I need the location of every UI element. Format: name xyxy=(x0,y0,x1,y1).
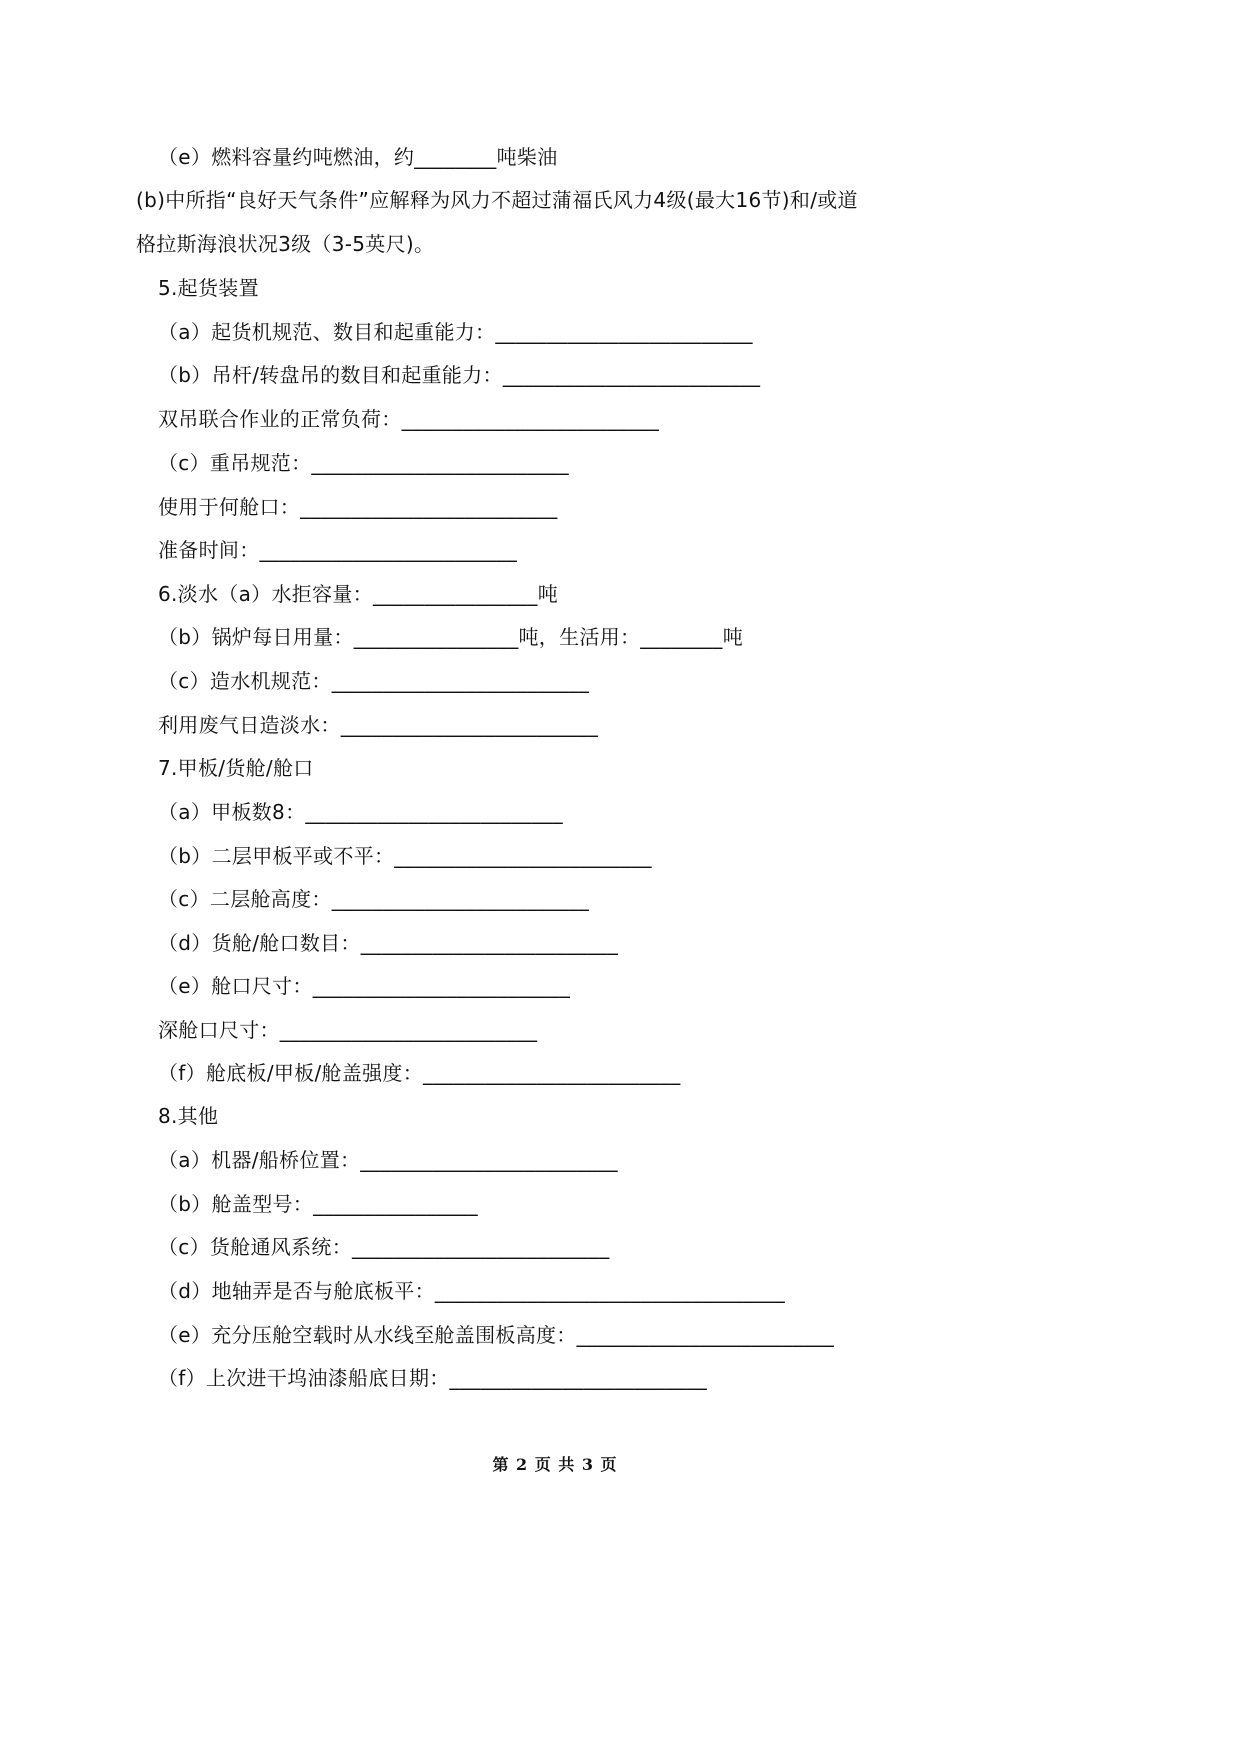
good-weather-definition-continued: 格拉斯海浪状况3级（3-5英尺)。 xyxy=(136,232,435,256)
hold-hatch-count-line: （d）货舱/舱口数目：_________________________ xyxy=(158,931,619,955)
boiler-daily-use-line: （b）锅炉每日用量：________________吨，生活用：________吨 xyxy=(158,625,743,649)
section-7-heading: 7.甲板/货舱/舱口 xyxy=(158,756,314,780)
engine-bridge-position-line: （a）机器/船桥位置：_________________________ xyxy=(158,1148,618,1172)
hatch-size-line: （e）舱口尺寸：_________________________ xyxy=(158,974,571,998)
hatch-cover-type-line: （b）舱盖型号：________________ xyxy=(158,1192,478,1216)
fuel-capacity-line: （e）燃料容量约吨燃油，约________吨柴油 xyxy=(158,145,558,169)
freshwater-tank-line: 6.淡水（a）水拒容量：________________吨 xyxy=(158,582,559,606)
section-8-heading: 8.其他 xyxy=(158,1104,219,1128)
tween-deck-flush-line: （b）二层甲板平或不平：_________________________ xyxy=(158,844,652,868)
section-5-heading: 5.起货装置 xyxy=(158,276,259,300)
floor-deck-cover-strength-line: （f）舱底板/甲板/舱盖强度：_________________________ xyxy=(158,1061,681,1085)
derrick-crane-line: （b）吊杆/转盘吊的数目和起重能力：_________________________ xyxy=(158,363,761,387)
page-number-footer: 第 2 页 共 3 页 xyxy=(492,1455,618,1474)
shaft-tunnel-line: （d）地轴弄是否与舱底板平：__________________________________ xyxy=(158,1279,786,1303)
deep-hatch-size-line: 深舱口尺寸：_________________________ xyxy=(158,1018,538,1042)
hold-ventilation-line: （c）货舱通风系统：_________________________ xyxy=(158,1235,610,1259)
cargo-winch-line: （a）起货机规范、数目和起重能力：_________________________ xyxy=(158,320,753,344)
union-purchase-load-line: 双吊联合作业的正常负荷：_________________________ xyxy=(158,407,660,431)
hatch-usage-line: 使用于何舱口：_________________________ xyxy=(158,495,558,519)
waterline-coaming-height-line: （e）充分压舱空载时从水线至舱盖围板高度：_________________________ xyxy=(158,1323,835,1347)
good-weather-definition-line: (b)中所指“良好天气条件”应解释为风力不超过蒲福氏风力4级(最大16节)和/或道 xyxy=(136,188,858,212)
preparation-time-line: 准备时间：_________________________ xyxy=(158,538,517,562)
evaporator-spec-line: （c）造水机规范：_________________________ xyxy=(158,669,590,693)
tween-deck-height-line: （c）二层舱高度：_________________________ xyxy=(158,887,590,911)
heavy-lift-spec-line: （c）重吊规范：_________________________ xyxy=(158,451,569,475)
exhaust-freshwater-line: 利用废气日造淡水：_________________________ xyxy=(158,713,599,737)
deck-count-line: （a）甲板数8：_________________________ xyxy=(158,800,563,824)
last-drydock-date-line: （f）上次进干坞油漆船底日期：_________________________ xyxy=(158,1366,708,1390)
